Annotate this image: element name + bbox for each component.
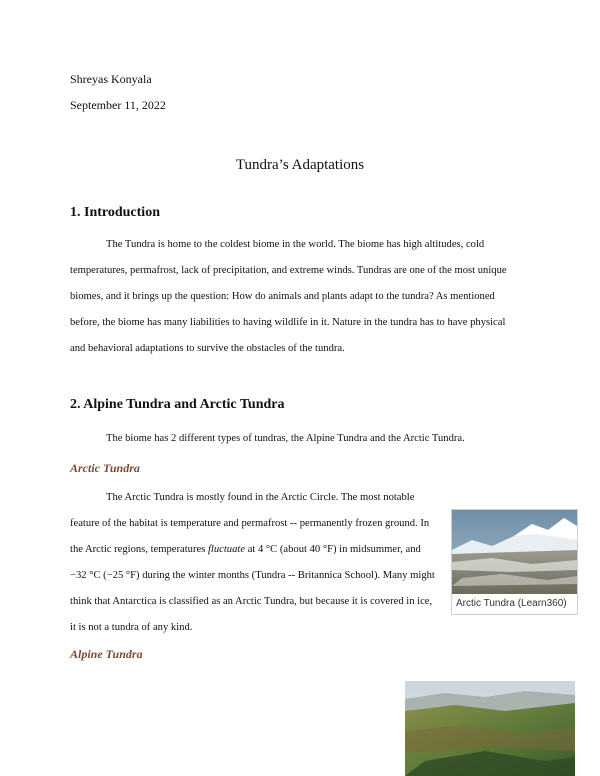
subheading-arctic-tundra: Arctic Tundra	[70, 461, 140, 475]
arctic-tundra-caption: Arctic Tundra (Learn360)	[452, 594, 577, 614]
line-text: the Arctic regions, temperatures	[70, 544, 208, 555]
line-text: at 4 °C (about 40 °F) in midsummer, and	[245, 544, 421, 555]
paragraph-line	[70, 544, 421, 555]
paragraph-line: before, the biome has many liabilities to having wildlife in it. Nature in the tundra has to have physical	[70, 317, 506, 328]
paragraph-line: The Tundra is home to the coldest biome in the world. The biome has high altitudes, cold	[106, 239, 485, 250]
section-heading-introduction: 1. Introduction	[70, 205, 160, 220]
paragraph-line: biomes, and it brings up the question: How do animals and plants adapt to the tundra? As mentioned	[70, 291, 495, 302]
emphasized-word: fluctuate	[207, 544, 246, 555]
document-date: September 11, 2022	[70, 98, 166, 112]
paragraph-line: The biome has 2 different types of tundras, the Alpine Tundra and the Arctic Tundra.	[106, 433, 465, 444]
paragraph-line: and behavioral adaptations to survive the obstacles of the tundra.	[70, 343, 345, 354]
section-heading-tundra-types: 2. Alpine Tundra and Arctic Tundra	[70, 397, 285, 412]
paragraph-line: −32 °C (−25 °F) during the winter months (Tundra -- Britannica School). Many might	[70, 570, 435, 581]
paragraph-line: The Arctic Tundra is mostly found in the Arctic Circle. The most notable	[106, 492, 415, 503]
paragraph-line: it is not a tundra of any kind.	[70, 622, 193, 633]
paragraph-line: temperatures, permafrost, lack of precipitation, and extreme winds. Tundras are one of the most unique	[70, 265, 507, 276]
alpine-tundra-figure	[405, 681, 575, 776]
paragraph-line: think that Antarctica is classified as an Arctic Tundra, but because it is covered in ice,	[70, 596, 433, 607]
alpine-tundra-image	[405, 681, 575, 776]
page-title: Tundra’s Adaptations	[235, 157, 365, 173]
paragraph-line: feature of the habitat is temperature and permafrost -- permanently frozen ground. In	[70, 518, 430, 529]
subheading-alpine-tundra: Alpine Tundra	[70, 647, 143, 661]
author-name: Shreyas Konyala	[70, 72, 152, 86]
arctic-tundra-image	[452, 510, 577, 594]
arctic-tundra-figure	[451, 509, 578, 615]
